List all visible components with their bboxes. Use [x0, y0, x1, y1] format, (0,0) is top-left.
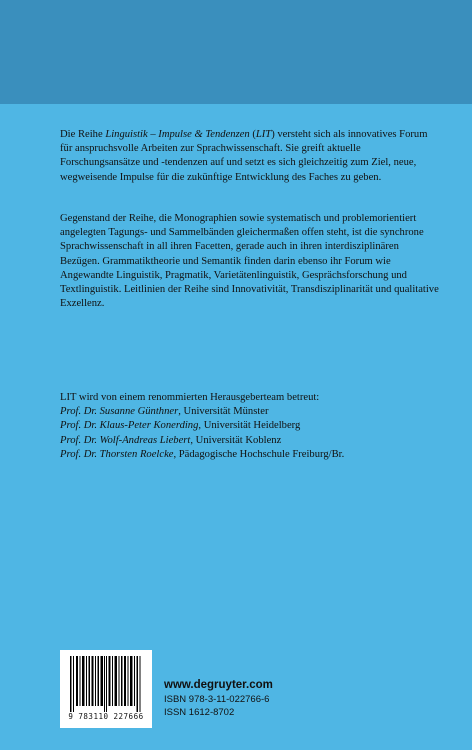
editor-team-block: [60, 391, 440, 462]
editor-line: [60, 448, 440, 462]
editor-affiliation: , Universität Koblenz: [190, 434, 282, 446]
publisher-info: [164, 678, 273, 719]
isbn-barcode: [60, 650, 152, 728]
scope-text: Gegenstand der Reihe, die Monographien sowie systematisch und problemorientiert angelegten Tagungs- und Sammelbänden gleichermaßen offen steht, ist die synchrone Sprachwissenschaft in all ihren Facetten, gerade auch in ihren interdisziplinären Bezügen. Grammatiktheorie und Semantik finden darin ebenso ihr Forum wie Angewandte Linguistik, Pragmatik, Varietätenlinguistik, Gesprächsforschung und Textlinguistik. Leitlinien der Reihe sind Innovativität, Transdisziplinarität und qualitative Exzellenz.: [60, 213, 439, 310]
editor-name: Prof. Dr. Susanne Günthner: [60, 406, 179, 418]
issn-number: ISSN 1612-8702: [164, 707, 235, 718]
editor-name: Prof. Dr. Thorsten Roelcke: [60, 448, 174, 460]
editor-name: Prof. Dr. Klaus-Peter Konerding: [60, 420, 199, 432]
cover-top-band: [0, 0, 472, 104]
barcode-bars: [70, 656, 142, 712]
intro-suffix: ) versteht sich als innovatives Forum für anspruchsvolle Arbeiten zur Sprachwissenschaft. Sie greift aktuelle Forschungsansätze und -tendenzen auf und setzt es sich gleichzeitig zum Ziel, neue, wegweisende Impulse für die zukünftige Entwicklung des Faches zu geben.: [60, 129, 428, 183]
series-abbreviation: LIT: [255, 129, 272, 140]
editor-line: [60, 405, 440, 419]
editor-line: [60, 434, 440, 448]
editor-name: Prof. Dr. Wolf-Andreas Liebert: [60, 434, 191, 446]
series-description-paragraph: [60, 128, 440, 185]
editor-team-intro: LIT wird von einem renommierten Herausgeberteam betreut:: [60, 392, 320, 403]
intro-prefix: Die Reihe: [60, 129, 106, 140]
intro-abbr-open: (: [249, 129, 256, 140]
editor-line: [60, 419, 440, 433]
series-scope-paragraph: [60, 212, 440, 311]
editor-affiliation: , Pädagogische Hochschule Freiburg/Br.: [173, 448, 345, 460]
editor-affiliation: , Universität Münster: [178, 406, 269, 418]
barcode-digits: 9 783110 227666: [68, 712, 144, 721]
series-name: Linguistik – Impulse & Tendenzen: [105, 129, 250, 140]
publisher-url: www.degruyter.com: [164, 679, 273, 691]
isbn-number: ISBN 978-3-11-022766-6: [164, 694, 270, 705]
editor-affiliation: , Universität Heidelberg: [198, 420, 301, 432]
